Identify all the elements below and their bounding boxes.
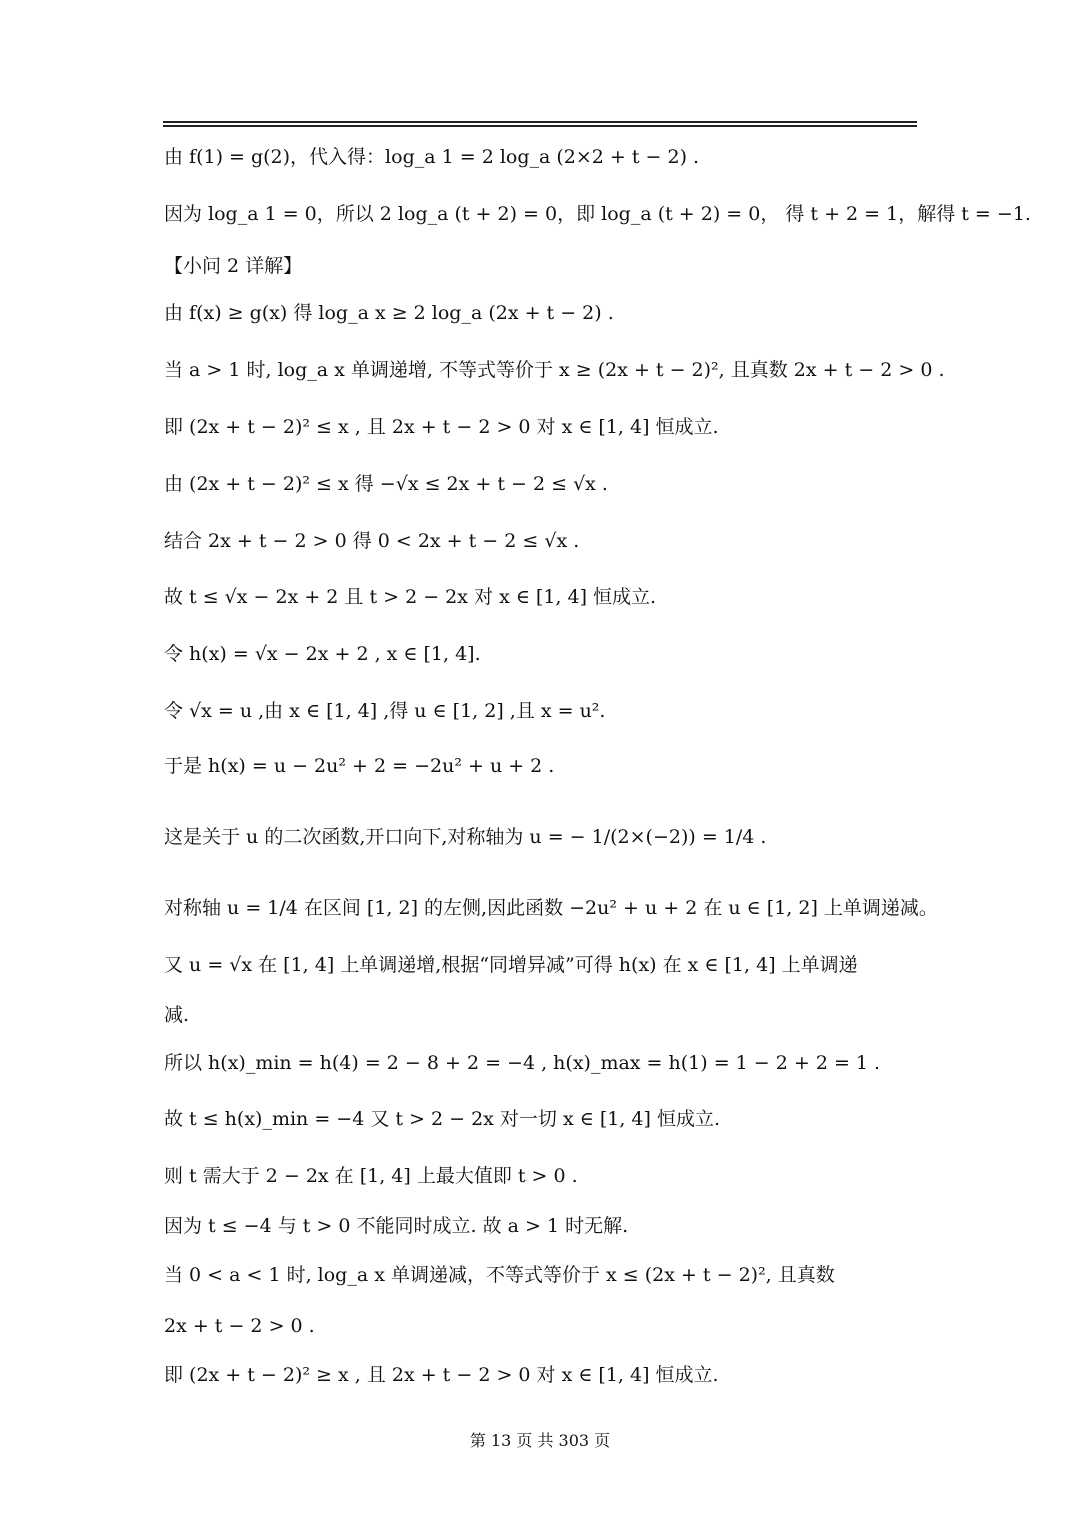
text-line-22: 即 (2x + t − 2)² ≥ x , 且 2x + t − 2 > 0 对 x ∈ [1, 4] 恒成立. <box>164 1364 719 1386</box>
text-line-14: 又 u = √x 在 [1, 4] 上单调递增,根据“同增异减”可得 h(x) 在 x ∈ [1, 4] 上单调递 <box>164 954 858 976</box>
section-heading: 【小问 2 详解】 <box>164 255 303 277</box>
text-line-2: 因为 log_a 1 = 0，所以 2 log_a (t + 2) = 0，即 log_a (t + 2) = 0， 得 t + 2 = 1，解得 t = −1. <box>164 203 1031 225</box>
text-line-1: 由 f(1) = g(2)，代入得：log_a 1 = 2 log_a (2×2 + t − 2) . <box>164 146 700 168</box>
header-rule <box>163 121 917 127</box>
text-line-8: 故 t ≤ √x − 2x + 2 且 t > 2 − 2x 对 x ∈ [1, 4] 恒成立. <box>164 586 657 608</box>
text-line-18: 则 t 需大于 2 − 2x 在 [1, 4] 上最大值即 t > 0 . <box>164 1165 578 1187</box>
text-line-20: 当 0 < a < 1 时, log_a x 单调递减，不等式等价于 x ≤ (2x + t − 2)², 且真数 <box>164 1264 835 1286</box>
text-line-11: 于是 h(x) = u − 2u² + 2 = −2u² + u + 2 . <box>164 755 555 777</box>
text-line-17: 故 t ≤ h(x)_min = −4 又 t > 2 − 2x 对一切 x ∈ [1, 4] 恒成立. <box>164 1108 720 1130</box>
text-line-10: 令 √x = u ,由 x ∈ [1, 4] ,得 u ∈ [1, 2] ,且 x = u². <box>164 700 606 722</box>
text-line-7: 结合 2x + t − 2 > 0 得 0 < 2x + t − 2 ≤ √x . <box>164 530 580 552</box>
text-line-16: 所以 h(x)_min = h(4) = 2 − 8 + 2 = −4 , h(x)_max = h(1) = 1 − 2 + 2 = 1 . <box>164 1052 881 1074</box>
text-line-6: 由 (2x + t − 2)² ≤ x 得 −√x ≤ 2x + t − 2 ≤ √x . <box>164 473 608 495</box>
text-line-9: 令 h(x) = √x − 2x + 2 , x ∈ [1, 4]. <box>164 643 481 665</box>
text-line-5: 即 (2x + t − 2)² ≤ x , 且 2x + t − 2 > 0 对 x ∈ [1, 4] 恒成立. <box>164 416 719 438</box>
text-line-12: 这是关于 u 的二次函数,开口向下,对称轴为 u = − 1/(2×(−2)) = 1/4 . <box>164 826 767 848</box>
page-footer: 第 13 页 共 303 页 <box>469 1431 611 1450</box>
text-line-13: 对称轴 u = 1/4 在区间 [1, 2] 的左侧,因此函数 −2u² + u + 2 在 u ∈ [1, 2] 上单调递减。 <box>164 897 938 919</box>
text-line-3: 由 f(x) ≥ g(x) 得 log_a x ≥ 2 log_a (2x + t − 2) . <box>164 302 614 324</box>
text-line-21: 2x + t − 2 > 0 . <box>164 1315 315 1337</box>
text-line-4: 当 a > 1 时, log_a x 单调递增, 不等式等价于 x ≥ (2x + t − 2)², 且真数 2x + t − 2 > 0 . <box>164 359 945 381</box>
text-line-19: 因为 t ≤ −4 与 t > 0 不能同时成立. 故 a > 1 时无解. <box>164 1215 629 1237</box>
text-line-15: 减. <box>164 1004 190 1026</box>
